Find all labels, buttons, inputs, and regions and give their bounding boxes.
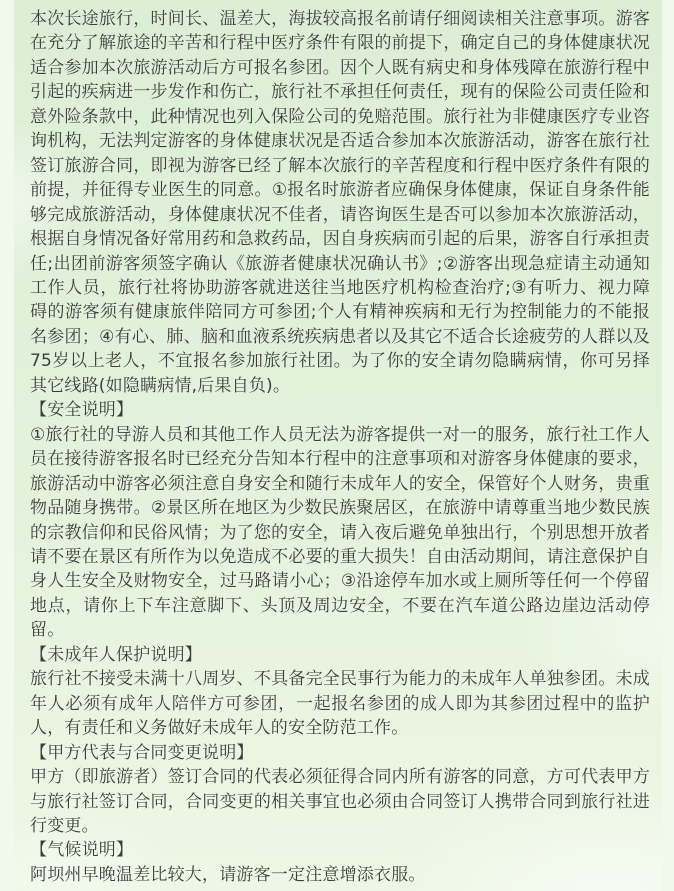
paragraph-safety-notes: ①旅行社的导游人员和其他工作人员无法为游客提供一对一的服务，旅行社工作人员在接待游客报名时已经充分告知本行程中的注意事项和对游客身体健康的要求，旅游活动中游客必须注意自身安全和随行未成年人的安全，保管好个人财务，贵重物品随身携带。②景区所在地区为少数民族聚居区，在旅游中请尊重当地少数民族的宗教信仰和民俗风情；为了您的安全，请入夜后避免单独出行，个别思想开放者请不要在景区有所作为以免造成不必要的重大损失！自由活动期间，请注意保护自身人生安全及财物安全，过马路请小心；③沿途停车加水或上厕所等任何一个停留地点，请你上下车注意脚下、头顶及周边安全，不要在汽车道公路边崖边活动停留。 xyxy=(30,424,650,641)
paragraph-climate: 阿坝州早晚温差比较大，请游客一定注意增添衣服。 xyxy=(30,864,426,885)
heading-climate: 【气候说明】 xyxy=(30,840,134,861)
paragraph-contract-change: 甲方（即旅游者）签订合同的代表必须征得合同内所有游客的同意，方可代表甲方与旅行社签订合同，合同变更的相关事宜也必须由合同签订人携带合同到旅行社进行变更。 xyxy=(30,767,650,836)
paragraph-health-notice: 本次长途旅行，时间长、温差大，海拔较高报名前请仔细阅读相关注意事项。游客在充分了解旅途的辛苦和行程中医疗条件有限的前提下，确定自己的身体健康状况适合参加本次旅游活动后方可报名参团。因个人既有病史和身体残障在旅游行程中引起的疾病进一步发作和伤亡，旅行社不承担任何责任，现有的保险公司责任险和意外险条款中，此种情况也列入保险公司的免赔范围。旅行社为非健康医疗专业咨询机构，无法判定游客的身体健康状况是否适合参加本次旅游活动，游客在旅行社签订旅游合同，即视为游客已经了解本次旅行的辛苦程度和行程中医疗条件有限的前提，并征得专业医生的同意。①报名时旅游者应确保身体健康，保证自身条件能够完成旅游活动，身体健康状况不佳者，请咨询医生是否可以参加本次旅游活动，根据自身情况备好常用药和急救药品，因自身疾病而引起的后果，游客自行承担责任;出团前游客须签字确认《旅游者健康状况确认书》;②游客出现急症请主动通知工作人员，旅行社将协助游客就进送往当地医疗机构检查治疗;③有听力、视力障碍的游客须有健康旅伴陪同方可参团;个人有精神疾病和无行为控制能力的不能报名参团；④有心、肺、脑和血液系统疾病患者以及其它不适合长途疲劳的人群以及75岁以上老人，不宜报名参加旅行社团。为了你的安全请勿隐瞒病情，你可另择其它线路(如隐瞒病情,后果自负)。 xyxy=(30,9,650,396)
heading-safety-notes: 【安全说明】 xyxy=(30,400,134,421)
travel-notice-panel xyxy=(14,0,662,891)
heading-contract-change: 【甲方代表与合同变更说明】 xyxy=(30,742,254,763)
travel-notice-text xyxy=(30,7,650,887)
heading-minor-protection: 【未成年人保护说明】 xyxy=(30,644,202,665)
paragraph-minor-protection: 旅行社不接受未满十八周岁、不具备完全民事行为能力的未成年人单独参团。未成年人必须有成年人陪伴方可参团，一起报名参团的成人即为其参团过程中的监护人，有责任和义务做好未成年人的安全防范工作。 xyxy=(30,669,650,739)
